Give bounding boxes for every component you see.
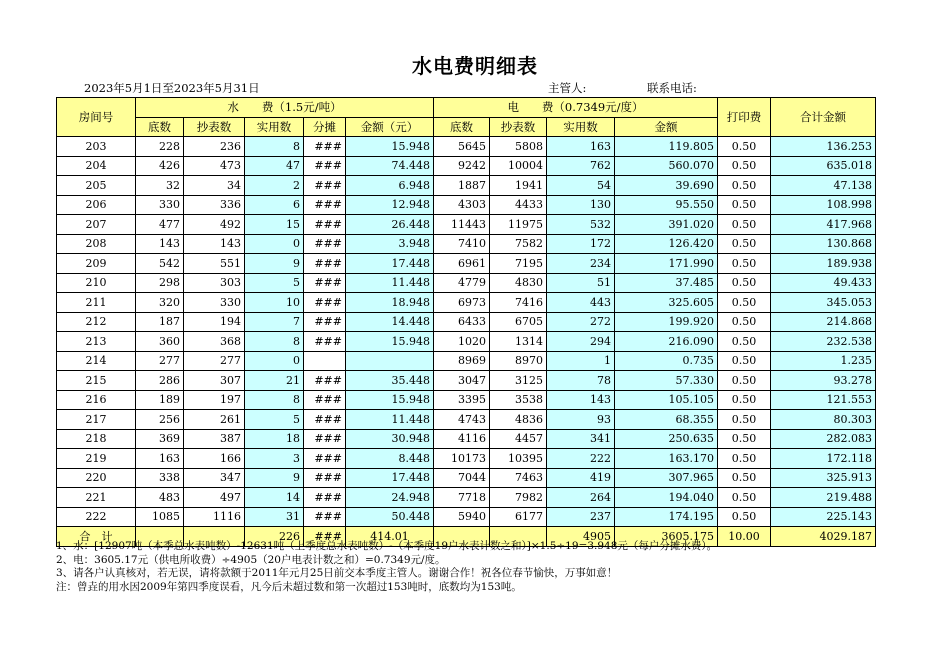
elec-base-cell: 3047 [434,371,490,391]
elec-base-cell: 5940 [434,507,490,527]
water-share-cell: ### [304,195,346,215]
total-amount-cell: 172.118 [771,449,876,469]
table-row [57,254,876,274]
water-used-cell: 9 [245,468,304,488]
room-cell: 215 [57,371,136,391]
elec-amount-cell: 126.420 [615,234,718,254]
water-used-cell: 0 [245,234,304,254]
total-amount-cell: 417.968 [771,215,876,235]
water-reading-cell: 197 [184,390,245,410]
total-amount-cell: 325.913 [771,468,876,488]
header-print-fee: 打印费 [718,98,771,137]
room-cell: 204 [57,156,136,176]
elec-used-cell: 443 [547,293,615,313]
elec-amount-cell: 0.735 [615,351,718,371]
elec-used-cell: 341 [547,429,615,449]
water-base-cell: 32 [136,176,184,196]
room-cell: 205 [57,176,136,196]
water-used-cell: 18 [245,429,304,449]
print-fee-cell: 0.50 [718,312,771,332]
table-row [57,156,876,176]
elec-base-cell: 9242 [434,156,490,176]
elec-used-cell: 294 [547,332,615,352]
water-share-cell: ### [304,293,346,313]
print-fee-cell: 0.50 [718,234,771,254]
print-fee-cell: 0.50 [718,332,771,352]
totals-elec-used: 4905 [547,527,615,547]
elec-base-cell: 4743 [434,410,490,430]
elec-base-cell: 4779 [434,273,490,293]
sheet-title: 水电费明细表 [412,54,538,78]
elec-amount-cell: 199.920 [615,312,718,332]
water-amount-cell: 17.448 [346,468,434,488]
header-water-share: 分摊 [304,117,346,137]
total-amount-cell: 136.253 [771,137,876,157]
elec-reading-cell: 10395 [490,449,547,469]
note-payment: 3、请各户认真核对，若无误，请将款额于2011年元月25日前交本季度主管人。谢谢合作！祝各位春节愉快，万事如意！ [56,567,618,579]
elec-amount-cell: 57.330 [615,371,718,391]
total-amount-cell: 345.053 [771,293,876,313]
header-elec-reading: 抄表数 [490,117,547,137]
print-fee-cell: 0.50 [718,410,771,430]
totals-print-fee: 10.00 [718,527,771,547]
water-base-cell: 360 [136,332,184,352]
water-base-cell: 187 [136,312,184,332]
totals-water-share: ### [304,527,346,547]
water-amount-cell: 74.448 [346,156,434,176]
water-base-cell: 189 [136,390,184,410]
header-water-used: 实用数 [245,117,304,137]
total-amount-cell: 93.278 [771,371,876,391]
room-cell: 208 [57,234,136,254]
print-fee-cell: 0.50 [718,195,771,215]
note-water: 1、水：[12907吨（本季总水表吨数）-12631吨（上季度总水表吨数）-（本季度19户水表计数之和）]×1.5÷19=3.948元（每户分摊水费）。 [56,540,718,552]
water-amount-cell: 24.948 [346,488,434,508]
elec-reading-cell: 10004 [490,156,547,176]
elec-base-cell: 1020 [434,332,490,352]
elec-amount-cell: 163.170 [615,449,718,469]
total-amount-cell: 80.303 [771,410,876,430]
elec-amount-cell: 325.605 [615,293,718,313]
room-cell: 221 [57,488,136,508]
water-base-cell: 542 [136,254,184,274]
print-fee-cell: 0.50 [718,390,771,410]
water-base-cell: 277 [136,351,184,371]
water-share-cell: ### [304,468,346,488]
water-used-cell: 5 [245,410,304,430]
total-amount-cell: 219.488 [771,488,876,508]
water-share-cell: ### [304,254,346,274]
elec-amount-cell: 194.040 [615,488,718,508]
water-amount-cell: 26.448 [346,215,434,235]
print-fee-cell: 0.50 [718,215,771,235]
water-share-cell [304,351,346,371]
water-used-cell: 8 [245,137,304,157]
billing-period: 2023年5月1日至2023年5月31日 [84,81,260,95]
table-row [57,351,876,371]
water-amount-cell: 50.448 [346,507,434,527]
room-cell: 213 [57,332,136,352]
water-reading-cell: 497 [184,488,245,508]
room-cell: 219 [57,449,136,469]
table-row [57,449,876,469]
total-amount-cell: 47.138 [771,176,876,196]
water-reading-cell: 236 [184,137,245,157]
print-fee-cell: 0.50 [718,273,771,293]
print-fee-cell: 0.50 [718,137,771,157]
water-base-cell: 338 [136,468,184,488]
elec-reading-cell: 6177 [490,507,547,527]
elec-base-cell: 6961 [434,254,490,274]
totals-label: 合 计 [57,527,136,547]
water-amount-cell: 12.948 [346,195,434,215]
water-share-cell: ### [304,507,346,527]
elec-used-cell: 93 [547,410,615,430]
elec-reading-cell: 4433 [490,195,547,215]
elec-amount-cell: 171.990 [615,254,718,274]
water-used-cell: 21 [245,371,304,391]
elec-used-cell: 172 [547,234,615,254]
water-base-cell: 228 [136,137,184,157]
water-used-cell: 7 [245,312,304,332]
elec-reading-cell: 1941 [490,176,547,196]
elec-base-cell: 3395 [434,390,490,410]
table-row [57,137,876,157]
room-cell: 218 [57,429,136,449]
water-share-cell: ### [304,332,346,352]
elec-reading-cell: 7582 [490,234,547,254]
room-cell: 210 [57,273,136,293]
header-total-amount: 合计金额 [771,98,876,137]
water-reading-cell: 551 [184,254,245,274]
header-water-reading: 抄表数 [184,117,245,137]
elec-reading-cell: 7195 [490,254,547,274]
water-base-cell: 426 [136,156,184,176]
utility-fee-table [56,97,876,547]
header-water-group: 水 费（1.5元/吨） [136,98,434,118]
water-reading-cell: 368 [184,332,245,352]
print-fee-cell: 0.50 [718,351,771,371]
elec-used-cell: 237 [547,507,615,527]
water-used-cell: 9 [245,254,304,274]
print-fee-cell: 0.50 [718,254,771,274]
header-elec-amount: 金额 [615,117,718,137]
water-base-cell: 330 [136,195,184,215]
water-share-cell: ### [304,429,346,449]
water-amount-cell: 3.948 [346,234,434,254]
elec-used-cell: 762 [547,156,615,176]
water-used-cell: 5 [245,273,304,293]
manager-label: 主管人: [548,81,587,95]
elec-base-cell: 1887 [434,176,490,196]
water-amount-cell: 8.448 [346,449,434,469]
water-used-cell: 6 [245,195,304,215]
elec-amount-cell: 39.690 [615,176,718,196]
total-amount-cell: 121.553 [771,390,876,410]
print-fee-cell: 0.50 [718,468,771,488]
water-share-cell: ### [304,273,346,293]
water-used-cell: 10 [245,293,304,313]
water-reading-cell: 261 [184,410,245,430]
water-amount-cell: 11.448 [346,273,434,293]
elec-reading-cell: 7463 [490,468,547,488]
elec-reading-cell: 11975 [490,215,547,235]
water-share-cell: ### [304,449,346,469]
elec-used-cell: 234 [547,254,615,274]
elec-base-cell: 4116 [434,429,490,449]
water-share-cell: ### [304,215,346,235]
water-reading-cell: 347 [184,468,245,488]
elec-used-cell: 222 [547,449,615,469]
water-reading-cell: 143 [184,234,245,254]
water-reading-cell: 166 [184,449,245,469]
print-fee-cell: 0.50 [718,176,771,196]
table-row [57,429,876,449]
elec-base-cell: 5645 [434,137,490,157]
water-amount-cell: 17.448 [346,254,434,274]
water-amount-cell: 11.448 [346,410,434,430]
table-row [57,410,876,430]
elec-used-cell: 51 [547,273,615,293]
table-row [57,390,876,410]
water-base-cell: 163 [136,449,184,469]
water-share-cell: ### [304,234,346,254]
elec-used-cell: 143 [547,390,615,410]
total-amount-cell: 189.938 [771,254,876,274]
table-row [57,312,876,332]
elec-reading-cell: 1314 [490,332,547,352]
total-amount-cell: 214.868 [771,312,876,332]
elec-amount-cell: 391.020 [615,215,718,235]
water-used-cell: 15 [245,215,304,235]
phone-label: 联系电话: [647,81,697,95]
water-reading-cell: 1116 [184,507,245,527]
print-fee-cell: 0.50 [718,507,771,527]
water-used-cell: 2 [245,176,304,196]
water-amount-cell: 15.948 [346,137,434,157]
water-reading-cell: 34 [184,176,245,196]
water-share-cell: ### [304,410,346,430]
total-amount-cell: 130.868 [771,234,876,254]
totals-elec-amount: 3605.175 [615,527,718,547]
water-reading-cell: 330 [184,293,245,313]
water-base-cell: 143 [136,234,184,254]
table-row [57,488,876,508]
header-water-base: 底数 [136,117,184,137]
water-base-cell: 477 [136,215,184,235]
elec-used-cell: 1 [547,351,615,371]
elec-base-cell: 7718 [434,488,490,508]
table-row [57,234,876,254]
elec-reading-cell: 4836 [490,410,547,430]
elec-base-cell: 8969 [434,351,490,371]
water-base-cell: 256 [136,410,184,430]
water-used-cell: 3 [245,449,304,469]
elec-reading-cell: 7982 [490,488,547,508]
notes [56,540,717,594]
elec-base-cell: 7044 [434,468,490,488]
table-row [57,273,876,293]
water-share-cell: ### [304,371,346,391]
room-cell: 203 [57,137,136,157]
water-amount-cell: 15.948 [346,390,434,410]
header-room: 房间号 [57,98,136,137]
water-base-cell: 286 [136,371,184,391]
water-share-cell: ### [304,390,346,410]
room-cell: 212 [57,312,136,332]
print-fee-cell: 0.50 [718,449,771,469]
water-used-cell: 14 [245,488,304,508]
total-amount-cell: 49.433 [771,273,876,293]
water-amount-cell [346,351,434,371]
water-base-cell: 298 [136,273,184,293]
water-reading-cell: 387 [184,429,245,449]
totals-grand-total: 4029.187 [771,527,876,547]
water-reading-cell: 194 [184,312,245,332]
water-reading-cell: 307 [184,371,245,391]
elec-base-cell: 4303 [434,195,490,215]
elec-reading-cell: 3125 [490,371,547,391]
water-amount-cell: 15.948 [346,332,434,352]
table-body [57,137,876,527]
water-base-cell: 483 [136,488,184,508]
room-cell: 206 [57,195,136,215]
room-cell: 207 [57,215,136,235]
water-reading-cell: 336 [184,195,245,215]
room-cell: 217 [57,410,136,430]
table-row [57,215,876,235]
note-remark: 注：曾垚的用水因2009年第四季度误看，凡今后未超过数和第一次超过153吨时，底数均为153吨。 [56,580,522,593]
elec-amount-cell: 216.090 [615,332,718,352]
totals-water-used: 226 [245,527,304,547]
elec-used-cell: 54 [547,176,615,196]
header-elec-used: 实用数 [547,117,615,137]
header-water-amount: 金额（元） [346,117,434,137]
water-used-cell: 0 [245,351,304,371]
water-used-cell: 31 [245,507,304,527]
elec-used-cell: 419 [547,468,615,488]
water-amount-cell: 18.948 [346,293,434,313]
elec-amount-cell: 37.485 [615,273,718,293]
water-share-cell: ### [304,488,346,508]
water-reading-cell: 277 [184,351,245,371]
total-amount-cell: 635.018 [771,156,876,176]
table-row [57,195,876,215]
water-share-cell: ### [304,137,346,157]
elec-amount-cell: 105.105 [615,390,718,410]
water-used-cell: 47 [245,156,304,176]
water-share-cell: ### [304,312,346,332]
header-elec-base: 底数 [434,117,490,137]
elec-amount-cell: 95.550 [615,195,718,215]
elec-amount-cell: 119.805 [615,137,718,157]
total-amount-cell: 282.083 [771,429,876,449]
elec-base-cell: 10173 [434,449,490,469]
table-row [57,176,876,196]
elec-amount-cell: 560.070 [615,156,718,176]
print-fee-cell: 0.50 [718,156,771,176]
water-amount-cell: 35.448 [346,371,434,391]
elec-base-cell: 7410 [434,234,490,254]
elec-reading-cell: 7416 [490,293,547,313]
elec-reading-cell: 5808 [490,137,547,157]
header-electric-group: 电 费（0.7349元/度） [434,98,718,118]
elec-reading-cell: 3538 [490,390,547,410]
elec-used-cell: 532 [547,215,615,235]
print-fee-cell: 0.50 [718,371,771,391]
elec-base-cell: 6973 [434,293,490,313]
elec-reading-cell: 4830 [490,273,547,293]
print-fee-cell: 0.50 [718,293,771,313]
elec-amount-cell: 250.635 [615,429,718,449]
room-cell: 216 [57,390,136,410]
elec-used-cell: 272 [547,312,615,332]
elec-used-cell: 163 [547,137,615,157]
total-amount-cell: 108.998 [771,195,876,215]
room-cell: 222 [57,507,136,527]
elec-reading-cell: 8970 [490,351,547,371]
print-fee-cell: 0.50 [718,488,771,508]
total-amount-cell: 232.538 [771,332,876,352]
water-used-cell: 8 [245,332,304,352]
water-base-cell: 320 [136,293,184,313]
room-cell: 214 [57,351,136,371]
elec-used-cell: 78 [547,371,615,391]
elec-reading-cell: 6705 [490,312,547,332]
table-row [57,468,876,488]
water-share-cell: ### [304,156,346,176]
water-share-cell: ### [304,176,346,196]
print-fee-cell: 0.50 [718,429,771,449]
elec-amount-cell: 174.195 [615,507,718,527]
elec-reading-cell: 4457 [490,429,547,449]
water-used-cell: 8 [245,390,304,410]
elec-amount-cell: 68.355 [615,410,718,430]
water-base-cell: 1085 [136,507,184,527]
table-row [57,371,876,391]
elec-used-cell: 130 [547,195,615,215]
note-electric: 2、电：3605.17元（供电所收费）÷4905（20户电表计数之和）=0.7349元/度。 [56,553,446,566]
water-amount-cell: 14.448 [346,312,434,332]
room-cell: 209 [57,254,136,274]
water-reading-cell: 473 [184,156,245,176]
water-amount-cell: 6.948 [346,176,434,196]
elec-used-cell: 264 [547,488,615,508]
elec-amount-cell: 307.965 [615,468,718,488]
water-reading-cell: 303 [184,273,245,293]
water-base-cell: 369 [136,429,184,449]
elec-base-cell: 6433 [434,312,490,332]
water-amount-cell: 30.948 [346,429,434,449]
total-amount-cell: 225.143 [771,507,876,527]
water-reading-cell: 492 [184,215,245,235]
totals-water-amount: 414.01 [346,527,434,547]
total-amount-cell: 1.235 [771,351,876,371]
elec-base-cell: 11443 [434,215,490,235]
table-row [57,332,876,352]
table-row [57,507,876,527]
room-cell: 211 [57,293,136,313]
table-row [57,293,876,313]
room-cell: 220 [57,468,136,488]
